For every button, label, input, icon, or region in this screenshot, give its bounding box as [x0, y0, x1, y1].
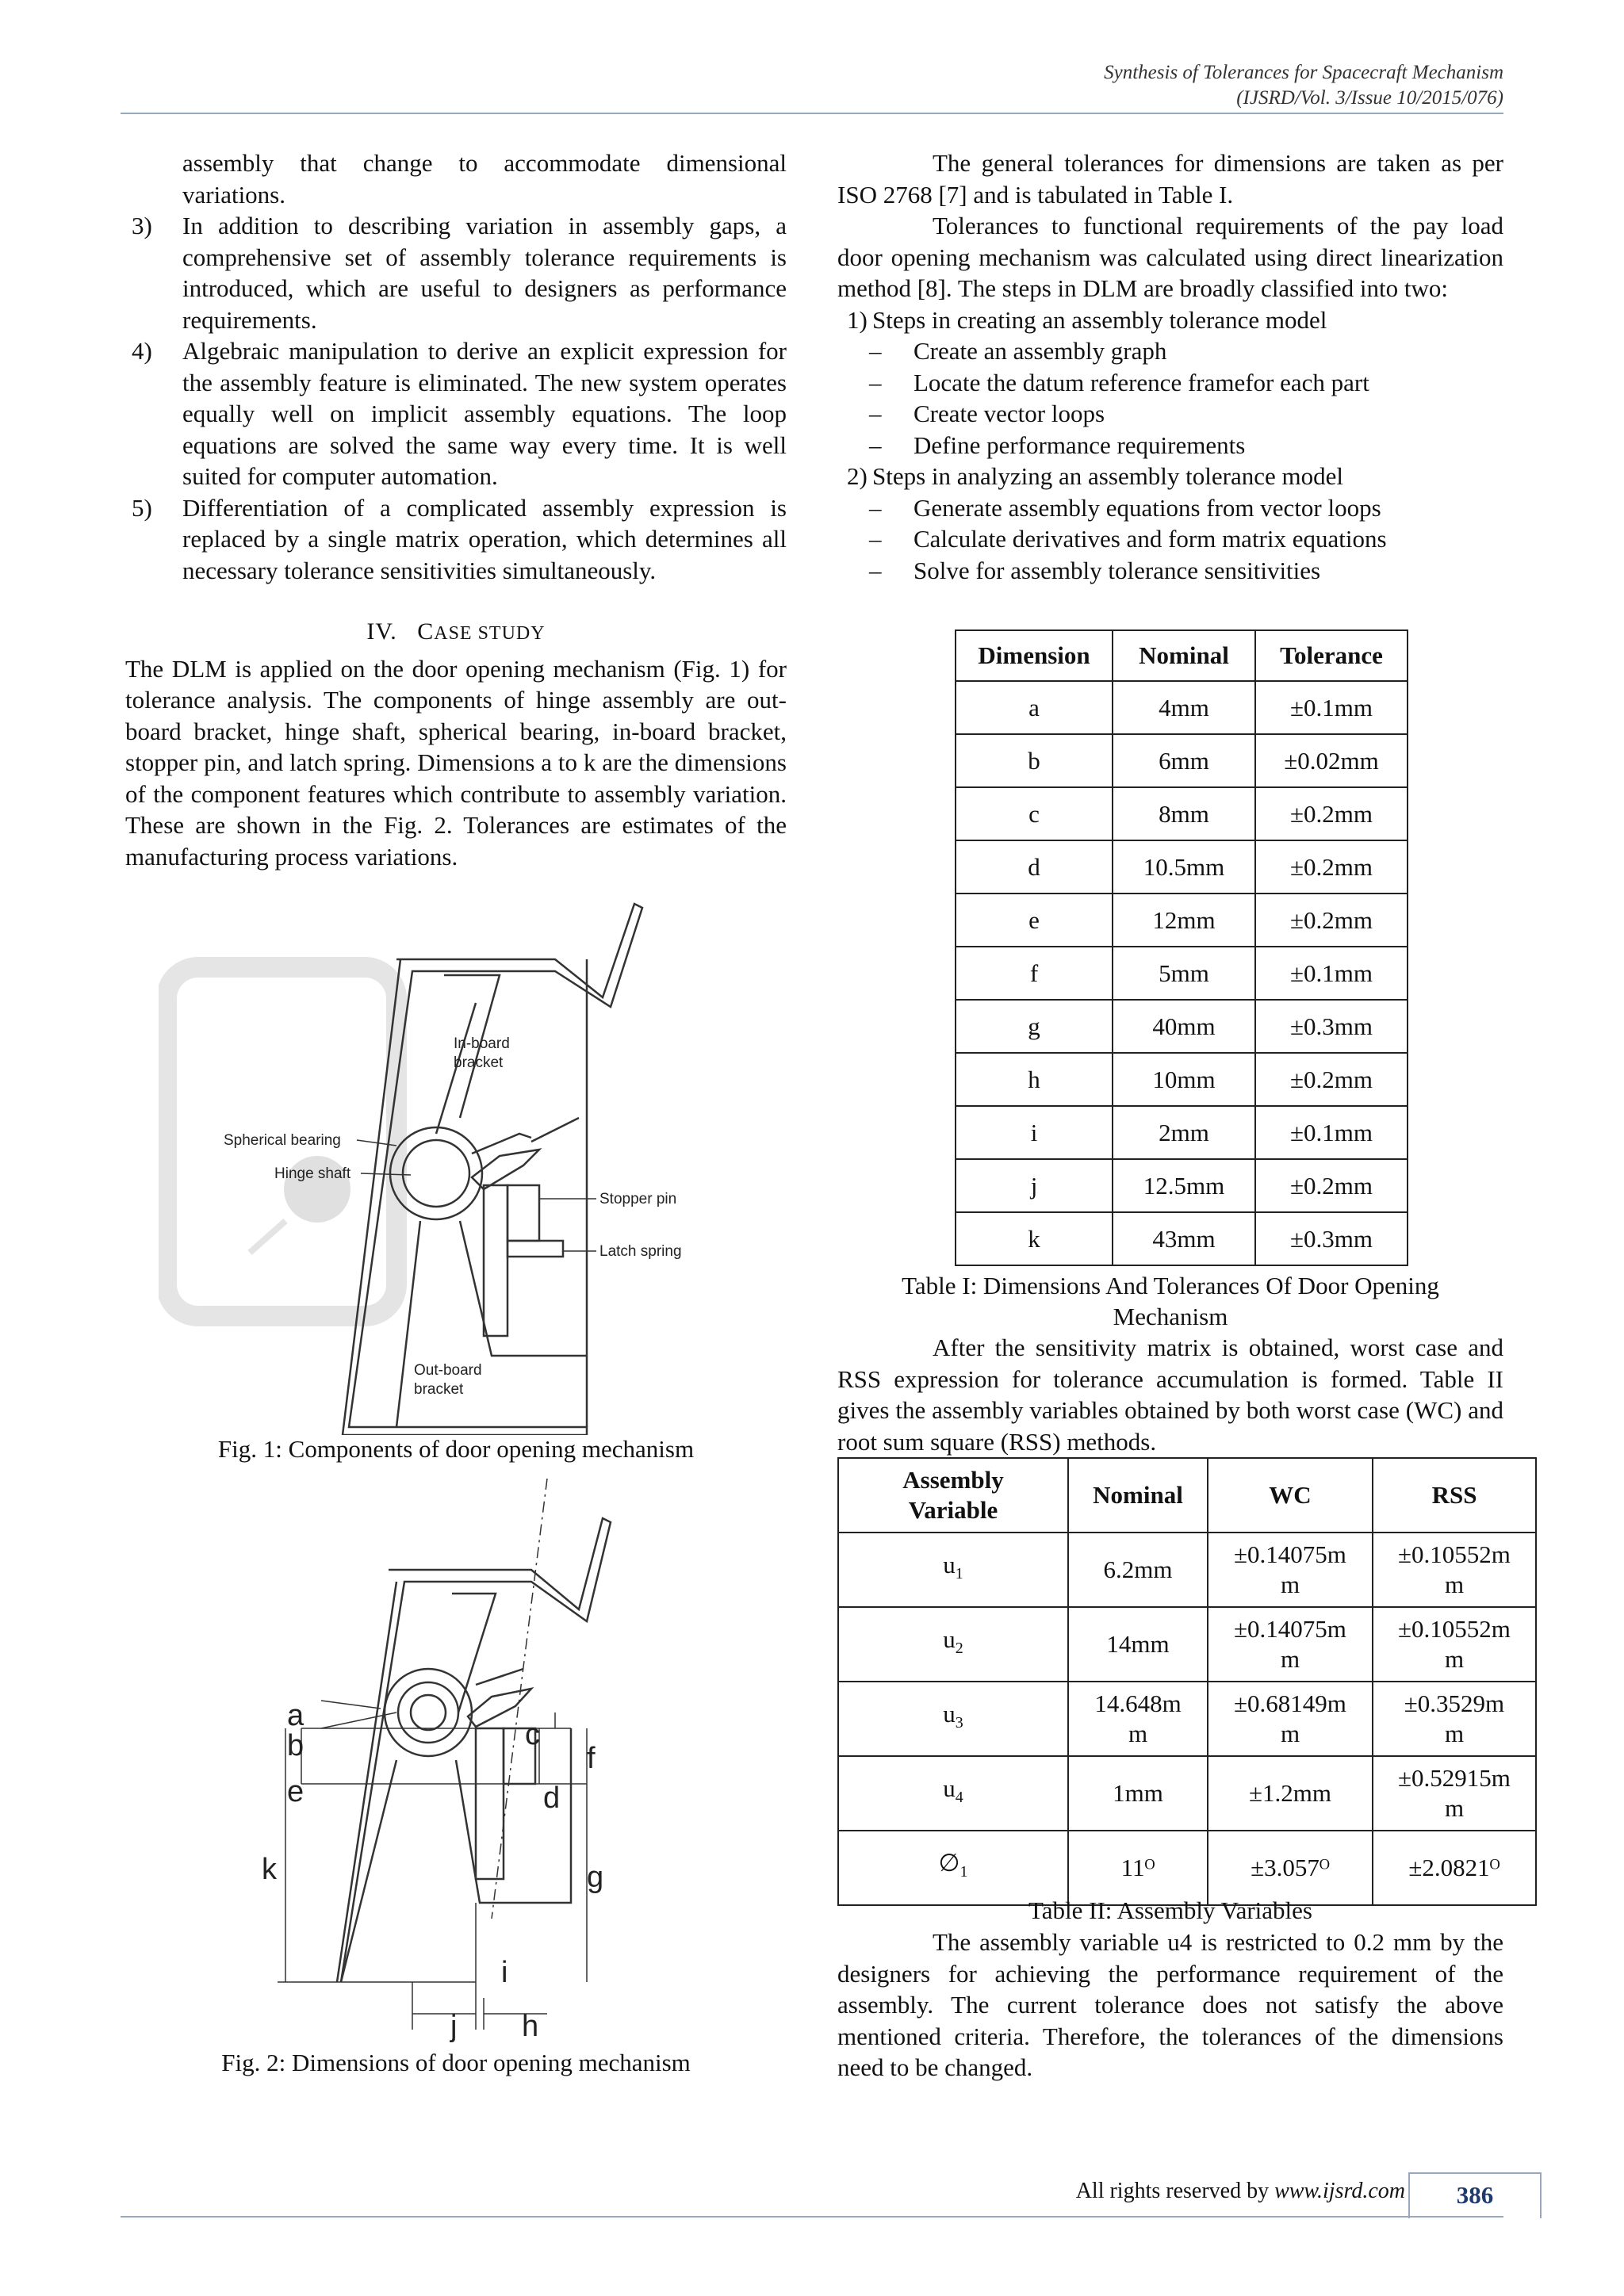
table-header-cell: Nominal: [1113, 630, 1255, 681]
table-cell: ±0.1mm: [1255, 947, 1408, 1000]
table-cell: 2mm: [1113, 1106, 1255, 1159]
list-text: Steps in analyzing an assembly tolerance model: [872, 462, 1343, 490]
list-number: 2): [847, 462, 868, 490]
list-number: 4): [132, 337, 152, 365]
table-cell: [838, 1756, 1068, 1831]
dim-label-g: g: [587, 1861, 604, 1894]
label-latch-spring: Latch spring: [599, 1243, 682, 1260]
dimension-drawing: [278, 1479, 611, 2030]
table-header-cell: Nominal: [1068, 1458, 1208, 1533]
table-cell: ±0.1mm: [1255, 1106, 1408, 1159]
table-cell: 12.5mm: [1113, 1159, 1255, 1212]
list-item: [837, 492, 1503, 524]
table-cell: 40mm: [1113, 1000, 1255, 1053]
header-rule: [121, 113, 1503, 114]
cell-line: ±0.3529m: [1404, 1689, 1505, 1717]
table-cell: a: [956, 681, 1113, 734]
table-cell: [838, 1607, 1068, 1682]
list-number: 5): [132, 493, 152, 522]
table-cell: ±0.3mm: [1255, 1212, 1408, 1265]
table-cell: [1373, 1756, 1536, 1831]
table-cell: [838, 1533, 1068, 1607]
variable-subscript: 2: [955, 1640, 963, 1658]
table-cell: [1208, 1533, 1373, 1607]
table-cell: [1208, 1607, 1373, 1682]
dim-label-f: f: [587, 1742, 596, 1775]
left-column: [125, 147, 787, 872]
page-number: 386: [1408, 2172, 1542, 2218]
variable-subscript: 3: [955, 1714, 963, 1732]
table-cell: 10mm: [1113, 1053, 1255, 1106]
table-row: [956, 840, 1408, 894]
table-cell: [1068, 1682, 1208, 1756]
label-spherical-bearing: Spherical bearing: [224, 1132, 341, 1149]
table-cell: d: [956, 840, 1113, 894]
list-text: Differentiation of a complicated assembly expression is replaced by a single matrix operation, which determines all necessary tolerance sensitivities simultaneously.: [182, 493, 787, 584]
table-cell: [1068, 1607, 1208, 1682]
step1-substeps: [837, 335, 1503, 461]
table-row: [956, 947, 1408, 1000]
table-cell: 12mm: [1113, 894, 1255, 947]
table-1-body: [956, 681, 1408, 1265]
cell-line: ±0.52915m: [1398, 1764, 1511, 1792]
table-row: [956, 1212, 1408, 1265]
table-row: [838, 1682, 1536, 1756]
table-cell: e: [956, 894, 1113, 947]
table-2-body: [838, 1533, 1536, 1905]
header-title: Synthesis of Tolerances for Spacecraft Mechanism: [1104, 62, 1503, 83]
dash-bullet: –: [869, 525, 882, 553]
label-outboard-1: Out-board: [414, 1362, 482, 1379]
list-number: 3): [132, 212, 152, 239]
cell-line: ±0.10552m: [1398, 1540, 1511, 1568]
list-item: [837, 398, 1503, 430]
table-cell: ±0.2mm: [1255, 1159, 1408, 1212]
label-outboard-2: bracket: [414, 1381, 464, 1398]
footer-rights: [1076, 2179, 1405, 2204]
table-cell: ±0.3mm: [1255, 1000, 1408, 1053]
table-row: [956, 1159, 1408, 1212]
header-assembly: Assembly: [902, 1466, 1004, 1494]
table-cell: b: [956, 734, 1113, 787]
dim-label-i: i: [501, 1956, 508, 1989]
step2-substeps: [837, 492, 1503, 587]
table-row: [956, 681, 1408, 734]
footer-text: All rights reserved by: [1075, 2179, 1275, 2203]
table-header-cell: Dimension: [956, 630, 1113, 681]
table-row: [956, 734, 1408, 787]
table-cell: ±0.2mm: [1255, 894, 1408, 947]
table-header-cell: Tolerance: [1255, 630, 1408, 681]
general-tolerance-paragraph: The general tolerances for dimensions are taken as per ISO 2768 [7] and is tabulated in Table I.: [837, 149, 1503, 209]
table-cell: h: [956, 1053, 1113, 1106]
table-cell: j: [956, 1159, 1113, 1212]
variable-symbol: u: [943, 1625, 956, 1654]
table-row: [956, 1053, 1408, 1106]
case-study-paragraph: The DLM is applied on the door opening mechanism (Fig. 1) for tolerance analysis. The components of hinge assembly are out-board bracket, hinge shaft, spherical bearing, in-board bracket, stopper pin, and latch spring. Dimensions a to k are the dimensions of the component features which contribute to assembly variation. These are shown in the Fig. 2. Tolerances are estimates of the manufacturing process variations.: [125, 654, 787, 871]
dim-label-h: h: [522, 2010, 539, 2043]
variable-symbol: u: [943, 1774, 956, 1803]
list-item: [837, 555, 1503, 587]
table-cell: c: [956, 787, 1113, 840]
table-cell: [1208, 1756, 1373, 1831]
dim-label-b: b: [287, 1729, 304, 1762]
table-cell: [838, 1831, 1068, 1905]
table-cell: [1373, 1607, 1536, 1682]
table-cell: ±0.02mm: [1255, 734, 1408, 787]
cell-line: ±0.68149m: [1234, 1689, 1346, 1717]
cell-line: ±0.10552m: [1398, 1615, 1511, 1643]
dlm-steps-list-2: [837, 461, 1503, 492]
table-row: [838, 1607, 1536, 1682]
section-title-rest: ASE STUDY: [434, 623, 546, 644]
table-cell: ±0.2mm: [1255, 840, 1408, 894]
table-2: [837, 1457, 1537, 1906]
table-cell: 8mm: [1113, 787, 1255, 840]
list-text: In addition to describing variation in assembly gaps, a comprehensive set of assembly tolerance requirements is introduced, which are useful to designers as performance requirements.: [182, 212, 787, 334]
cell-line: 14.648m: [1094, 1689, 1182, 1717]
table-row: [956, 1000, 1408, 1053]
table-cell: i: [956, 1106, 1113, 1159]
footer-rule: [121, 2216, 1503, 2218]
table-cell: [838, 1682, 1068, 1756]
sensitivity-paragraph: After the sensitivity matrix is obtained, worst case and RSS expression for tolerance accumulation is formed. Table II gives the assembly variables obtained by both worst case (WC) and root sum square (RSS) methods.: [837, 1334, 1503, 1456]
variable-symbol: ∅: [938, 1849, 960, 1877]
cell-line: m: [1280, 1571, 1300, 1598]
advantages-list: [125, 210, 787, 586]
table-row: [838, 1533, 1536, 1607]
table-cell: f: [956, 947, 1113, 1000]
list-item: [125, 210, 787, 335]
list-text: Create an assembly graph: [914, 337, 1167, 365]
cell-line: m: [1444, 1645, 1465, 1673]
variable-symbol: u: [943, 1551, 956, 1579]
dim-label-k: k: [262, 1853, 277, 1886]
cell-line: ±3.057ᴼ: [1251, 1854, 1330, 1881]
list-item: [837, 523, 1503, 555]
table-header-cell: RSS: [1373, 1458, 1536, 1533]
list-text: Steps in creating an assembly tolerance model: [872, 305, 1327, 334]
figure-2-diagram: [238, 1475, 682, 2045]
table-header-row: [838, 1458, 1536, 1533]
list-text: Algebraic manipulation to derive an explicit expression for the assembly feature is eliminated. The new system operates equally well on implicit assembly equations. The loop equations are solved the same way every time. It is well suited for computer automation.: [182, 337, 787, 490]
list-text: Locate the datum reference framefor each part: [914, 368, 1369, 396]
variable-subscript: 1: [959, 1863, 968, 1881]
cell-line: m: [1128, 1720, 1148, 1747]
list-text: Define performance requirements: [914, 430, 1246, 459]
cell-line: m: [1444, 1794, 1465, 1822]
right-column-3: [837, 1927, 1503, 2084]
table-cell: [1373, 1533, 1536, 1607]
list-text: Calculate derivatives and form matrix equations: [914, 525, 1387, 553]
table-cell: g: [956, 1000, 1113, 1053]
list-item: [837, 304, 1503, 336]
table-cell: 4mm: [1113, 681, 1255, 734]
right-column-2: [837, 1332, 1503, 1457]
intro-text: assembly that change to accommodate dimensional variations.: [182, 149, 787, 209]
table-cell: [1068, 1756, 1208, 1831]
table-header-cell: WC: [1208, 1458, 1373, 1533]
section-title-first: C: [417, 618, 435, 645]
label-hinge-shaft: Hinge shaft: [274, 1165, 351, 1182]
list-text: Generate assembly equations from vector loops: [914, 493, 1381, 522]
dim-label-d: d: [543, 1781, 561, 1815]
table-cell: 6mm: [1113, 734, 1255, 787]
table-cell: [1208, 1682, 1373, 1756]
list-text: Create vector loops: [914, 400, 1105, 427]
list-item: [837, 367, 1503, 399]
table-cell: ±0.1mm: [1255, 681, 1408, 734]
label-stopper-pin: Stopper pin: [599, 1191, 677, 1207]
table-cell: 5mm: [1113, 947, 1255, 1000]
figure-1-diagram: [159, 880, 745, 1435]
list-item: [125, 335, 787, 492]
table-cell: [1208, 1831, 1373, 1905]
table-cell: ±0.2mm: [1255, 1053, 1408, 1106]
cell-line: m: [1280, 1645, 1300, 1673]
list-item: [837, 430, 1503, 461]
list-number: 1): [847, 305, 868, 334]
label-inboard-1: In-board: [454, 1035, 510, 1052]
table-cell: 10.5mm: [1113, 840, 1255, 894]
dash-bullet: –: [869, 368, 882, 396]
cell-line: m: [1280, 1720, 1300, 1747]
dash-bullet: –: [869, 430, 882, 459]
table-cell: 43mm: [1113, 1212, 1255, 1265]
cell-line: 1mm: [1113, 1779, 1163, 1807]
running-header: [1104, 60, 1503, 111]
dim-label-c: c: [525, 1718, 540, 1751]
list-item: [125, 492, 787, 587]
header-volume: (IJSRD/Vol. 3/Issue 10/2015/076): [1236, 87, 1503, 109]
list-text: Solve for assembly tolerance sensitivities: [914, 556, 1321, 584]
table-1-caption-line-2: Mechanism: [1113, 1303, 1228, 1330]
cell-line: 11ᴼ: [1120, 1854, 1155, 1881]
table-1-caption: [837, 1270, 1503, 1332]
dash-bullet: –: [869, 400, 882, 427]
table-header-cell: [838, 1458, 1068, 1533]
table-cell: ±0.2mm: [1255, 787, 1408, 840]
dash-bullet: –: [869, 337, 882, 365]
dash-bullet: –: [869, 556, 882, 584]
right-column: [837, 147, 1503, 586]
figure-1-caption: Fig. 1: Components of door opening mechanism: [217, 1435, 695, 1463]
section-number: IV.: [366, 618, 397, 645]
variable-subscript: 1: [955, 1565, 963, 1583]
cell-line: ±0.14075m: [1234, 1615, 1346, 1643]
dim-label-e: e: [287, 1775, 304, 1808]
dlm-paragraph: Tolerances to functional requirements of the pay load door opening mechanism was calculated using direct linearization method [8]. The steps in DLM are broadly classified into two:: [837, 212, 1503, 302]
table-cell: k: [956, 1212, 1113, 1265]
table-cell: [1373, 1831, 1536, 1905]
table-1-caption-line-1: Table I: Dimensions And Tolerances Of Door Opening: [902, 1272, 1439, 1299]
table-header-row: [956, 630, 1408, 681]
table-2-caption: Table II: Assembly Variables: [1028, 1896, 1312, 1924]
dim-label-a: a: [287, 1699, 304, 1732]
cell-line: 6.2mm: [1103, 1556, 1173, 1583]
figure-2-caption: Fig. 2: Dimensions of door opening mechanism: [221, 2049, 691, 2076]
variable-subscript: 4: [955, 1789, 963, 1807]
table-row: [956, 787, 1408, 840]
table-1: [955, 629, 1408, 1266]
variable-symbol: u: [943, 1700, 956, 1728]
table-row: [956, 894, 1408, 947]
dlm-steps-list: [837, 304, 1503, 336]
cell-line: 14mm: [1106, 1630, 1170, 1658]
footer-site-link[interactable]: www.ijsrd.com: [1274, 2179, 1405, 2203]
cell-line: ±1.2mm: [1249, 1779, 1331, 1807]
dash-bullet: –: [869, 493, 882, 522]
table-cell: [1068, 1831, 1208, 1905]
cell-line: ±2.0821ᴼ: [1408, 1854, 1500, 1881]
table-row: [956, 1106, 1408, 1159]
table-cell: [1068, 1533, 1208, 1607]
label-inboard-2: bracket: [454, 1054, 504, 1071]
dim-label-j: j: [450, 2010, 458, 2043]
header-variable: Variable: [908, 1496, 998, 1524]
list-item: [837, 461, 1503, 492]
list-item: [837, 335, 1503, 367]
conclusion-paragraph: The assembly variable u4 is restricted to 0.2 mm by the designers for achieving the performance requirement of the assembly. The current tolerance does not satisfy the above mentioned criteria. Therefore, the tolerances of the dimensions need to be changed.: [837, 1928, 1503, 2081]
cell-line: m: [1444, 1720, 1465, 1747]
cell-line: ±0.14075m: [1234, 1540, 1346, 1568]
table-row: [838, 1756, 1536, 1831]
cell-line: m: [1444, 1571, 1465, 1598]
table-cell: [1373, 1682, 1536, 1756]
table-row: [838, 1831, 1536, 1905]
section-heading: [125, 616, 787, 650]
